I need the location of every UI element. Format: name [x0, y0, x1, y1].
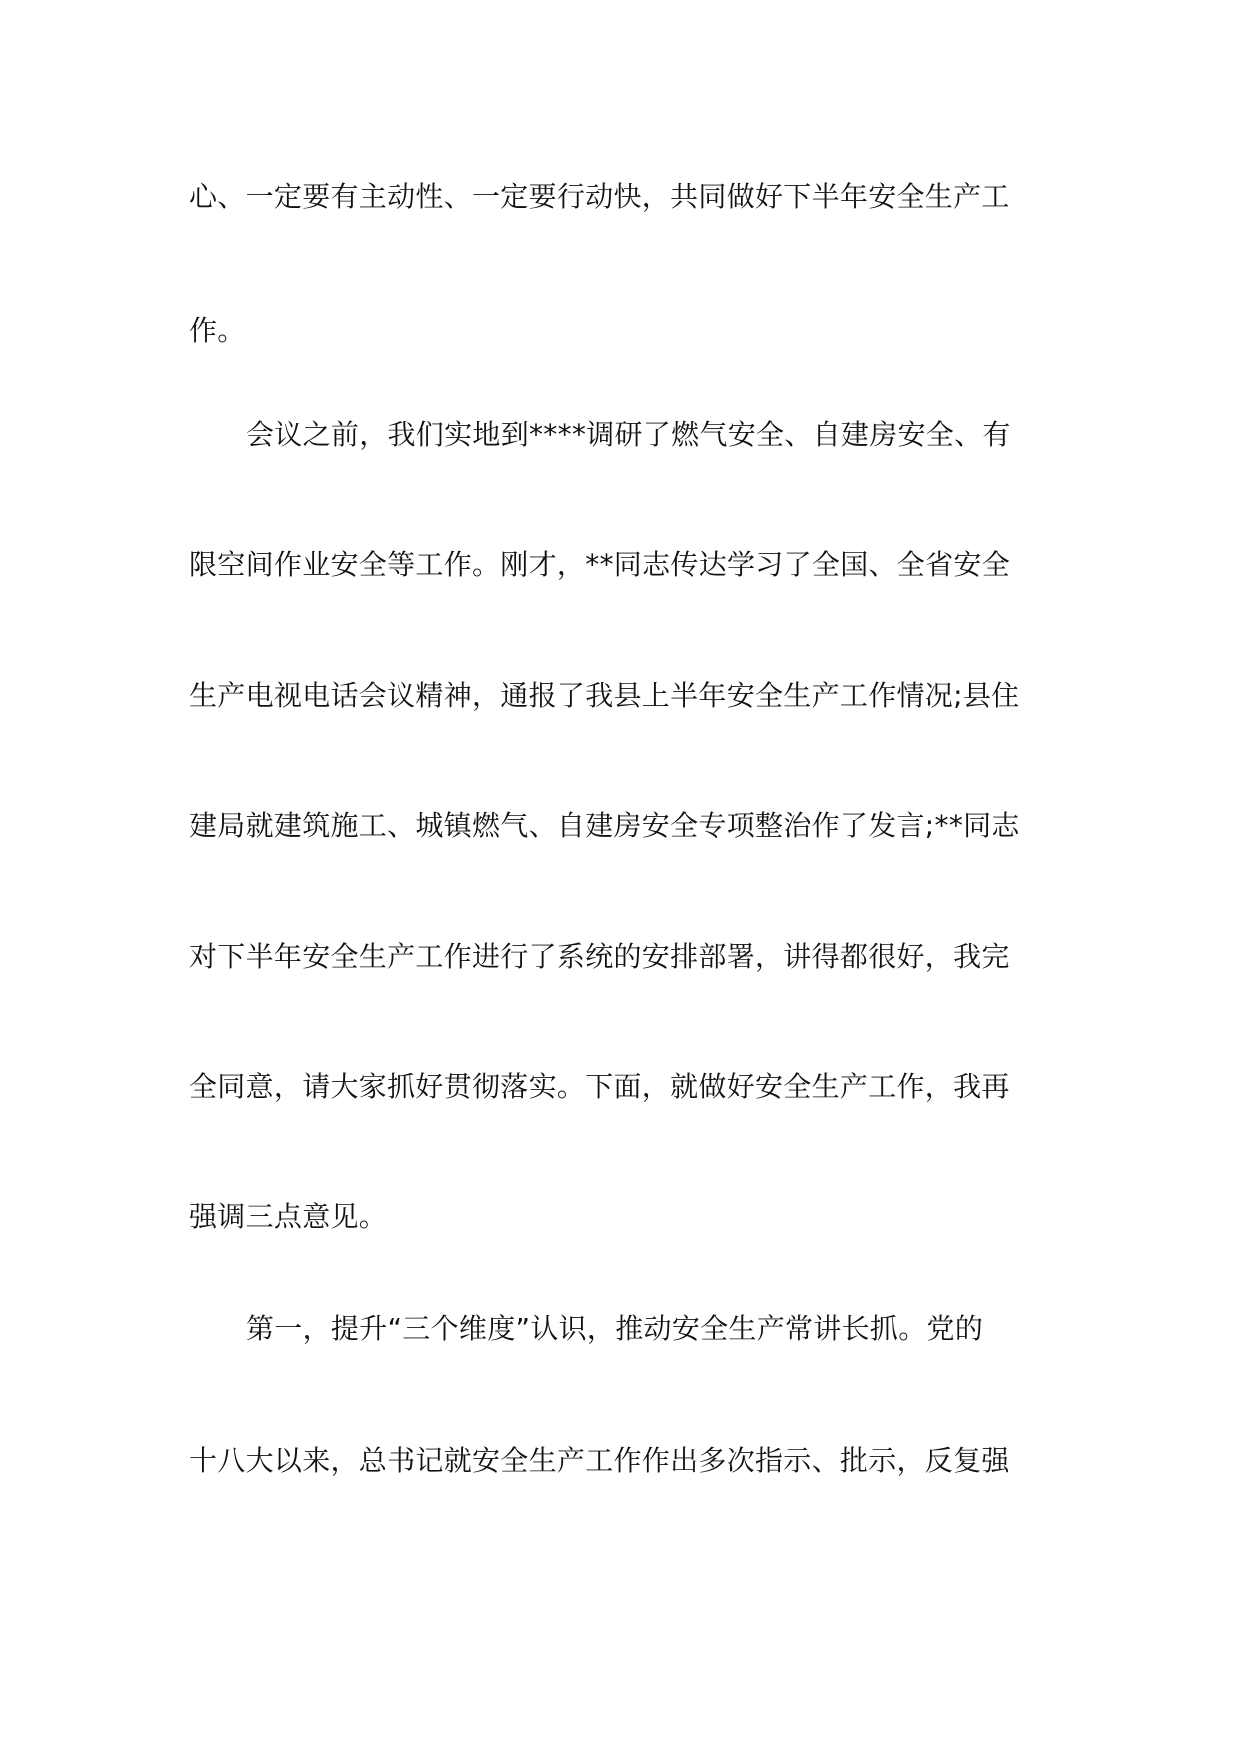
paragraph-2-first-line: 会议之前，我们实地到****调研了燃气安全、自建房安全、有 [246, 418, 1011, 451]
paragraph-3-first-line: 第一，提升“三个维度”认识，推动安全生产常讲长抓。党的 [246, 1312, 984, 1345]
text-line-5: 生产电视电话会议精神，通报了我县上半年安全生产工作情况;县住 [189, 679, 1020, 712]
text-line-8: 全同意，请大家抓好贯彻落实。下面，就做好安全生产工作，我再 [189, 1070, 1010, 1103]
text-line-4: 限空间作业安全等工作。刚才，**同志传达学习了全国、全省安全 [189, 548, 1011, 581]
text-line-6: 建局就建筑施工、城镇燃气、自建房安全专项整治作了发言;**同志 [189, 809, 1020, 842]
text-line-9: 强调三点意见。 [189, 1200, 388, 1233]
text-line-7: 对下半年安全生产工作进行了系统的安排部署，讲得都很好，我完 [189, 940, 1010, 973]
text-line-11: 十八大以来，总书记就安全生产工作作出多次指示、批示，反复强 [189, 1444, 1010, 1477]
text-line-2: 作。 [189, 314, 246, 347]
text-line-1: 心、一定要有主动性、一定要行动快，共同做好下半年安全生产工 [189, 180, 1010, 213]
